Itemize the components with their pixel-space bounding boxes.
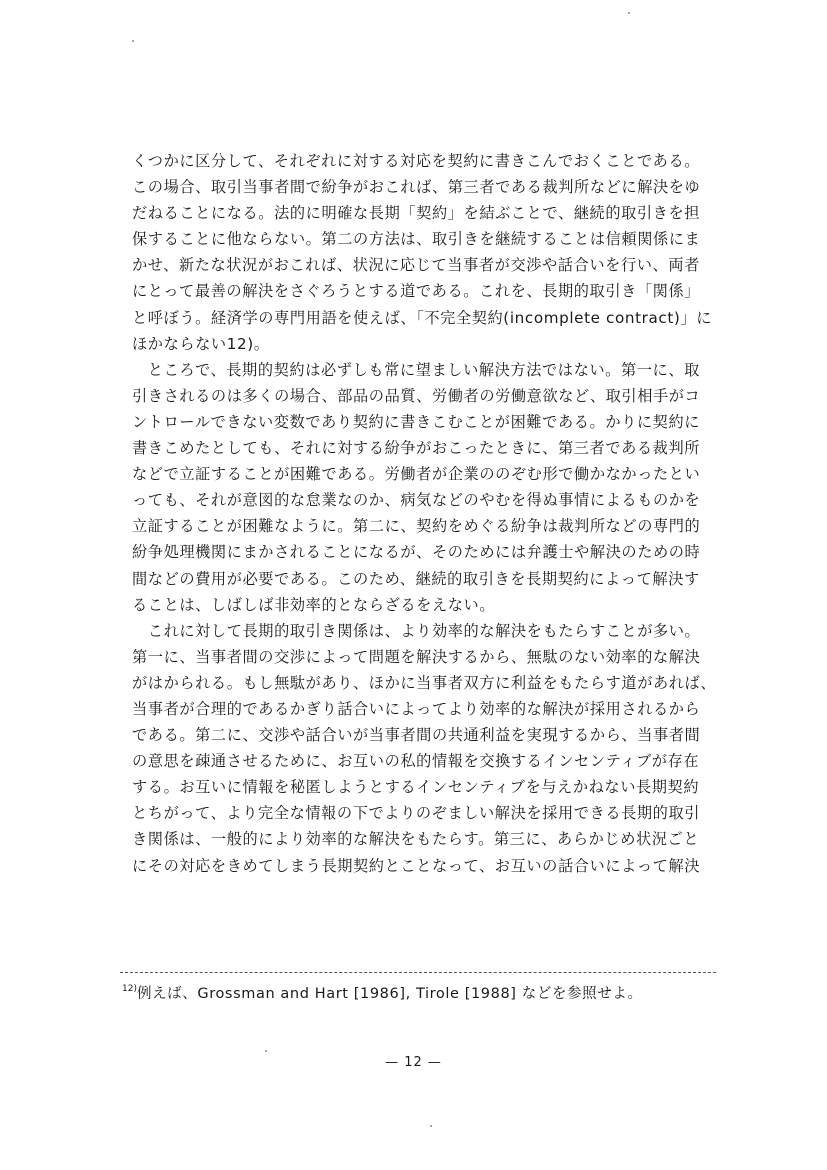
text-line: かせ、新たな状況がおこれば、状況に応じて当事者が交渉や話合いを行い、両者 (132, 256, 700, 275)
text-line: 引きされるのは多くの場合、部品の品質、労働者の労働意欲など、取引相手がコ (132, 386, 701, 405)
text-line: ントロールできない変数であり契約に書きこむことが困難である。かりに契約に (132, 412, 701, 431)
page-number: — 12 — (385, 1055, 442, 1070)
text-line: だねることになる。法的に明確な長期「契約」を結ぶことで、継続的取引きを担 (132, 204, 701, 223)
text-line: 間などの費用が必要である。このため、継続的取引きを長期契約によって解決す (132, 569, 700, 588)
body-text (132, 148, 722, 879)
text-line: ることは、しばしば非効率的とならざるをえない。 (132, 595, 496, 614)
text-line: これに対して長期的取引き関係は、より効率的な解決をもたらすことが多い。 (132, 621, 701, 640)
footnote-text: 例えば、Grossman and Hart [1986], Tirole [1988] などを参照せよ。 (136, 986, 643, 1002)
text-line: この場合、取引当事者間で紛争がおこれば、第三者である裁判所などに解決をゆ (132, 178, 701, 197)
text-line: の意思を疎通させるために、お互いの私的情報を交換するインセンティブが存在 (132, 752, 700, 771)
text-line: 立証することが困難なように。第二に、契約をめぐる紛争は裁判所などの専門的 (132, 517, 701, 536)
text-line: がはかられる。もし無駄があり、ほかに当事者双方に利益をもたらす道があれば、 (132, 673, 717, 692)
scan-speck (132, 40, 134, 42)
footnote-marker: 12) (122, 984, 137, 994)
text-line: っても、それが意図的な怠業なのか、病気などのやむを得ぬ事情によるものかを (132, 491, 701, 510)
text-line: 当事者が合理的であるかぎり話合いによってより効率的な解決が採用されるから (132, 699, 701, 718)
text-line: する。お互いに情報を秘匿しようとするインセンティブを与えかねない長期契約 (132, 778, 700, 797)
scan-speck (265, 1050, 267, 1052)
text-line: き関係は、一般的により効率的な解決をもたらす。第三に、あらかじめ状況ごと (132, 830, 700, 849)
text-line: とちがって、より完全な情報の下でよりのぞましい解決を採用できる長期的取引 (132, 804, 701, 823)
text-line: 保することに他ならない。第二の方法は、取引きを継続することは信頼関係にま (132, 230, 701, 249)
text-line: 第一に、当事者間の交渉によって問題を解決するから、無駄のない効率的な解決 (132, 647, 701, 666)
footnote (122, 982, 722, 1003)
scan-speck (430, 1125, 432, 1127)
text-line: にとって最善の解決をさぐろうとする道である。これを、長期的取引き「関係」 (132, 282, 701, 301)
text-line: にその対応をきめてしまう長期契約とことなって、お互いの話合いによって解決 (132, 856, 701, 875)
text-line: くつかに区分して、それぞれに対する対応を契約に書きこんでおくことである。 (132, 152, 701, 170)
text-line: ほかならない12)。 (132, 334, 270, 353)
text-line: などで立証することが困難である。労働者が企業ののぞむ形で働かなかったとい (132, 465, 701, 484)
scan-speck (628, 12, 630, 14)
text-line: 書きこめたとしても、それに対する紛争がおこったときに、第三者である裁判所 (132, 439, 701, 458)
text-line: と呼ぼう。経済学の専門用語を使えば、「不完全契約(incomplete contract)」に (132, 308, 713, 327)
text-line: 紛争処理機関にまかされることになるが、そのためには弁護士や解決のための時 (132, 543, 701, 562)
text-line: ところで、長期的契約は必ずしも常に望ましい解決方法ではない。第一に、取 (132, 360, 700, 379)
footnote-divider (120, 972, 716, 973)
text-line: である。第二に、交渉や話合いが当事者間の共通利益を実現するから、当事者間 (132, 726, 701, 745)
